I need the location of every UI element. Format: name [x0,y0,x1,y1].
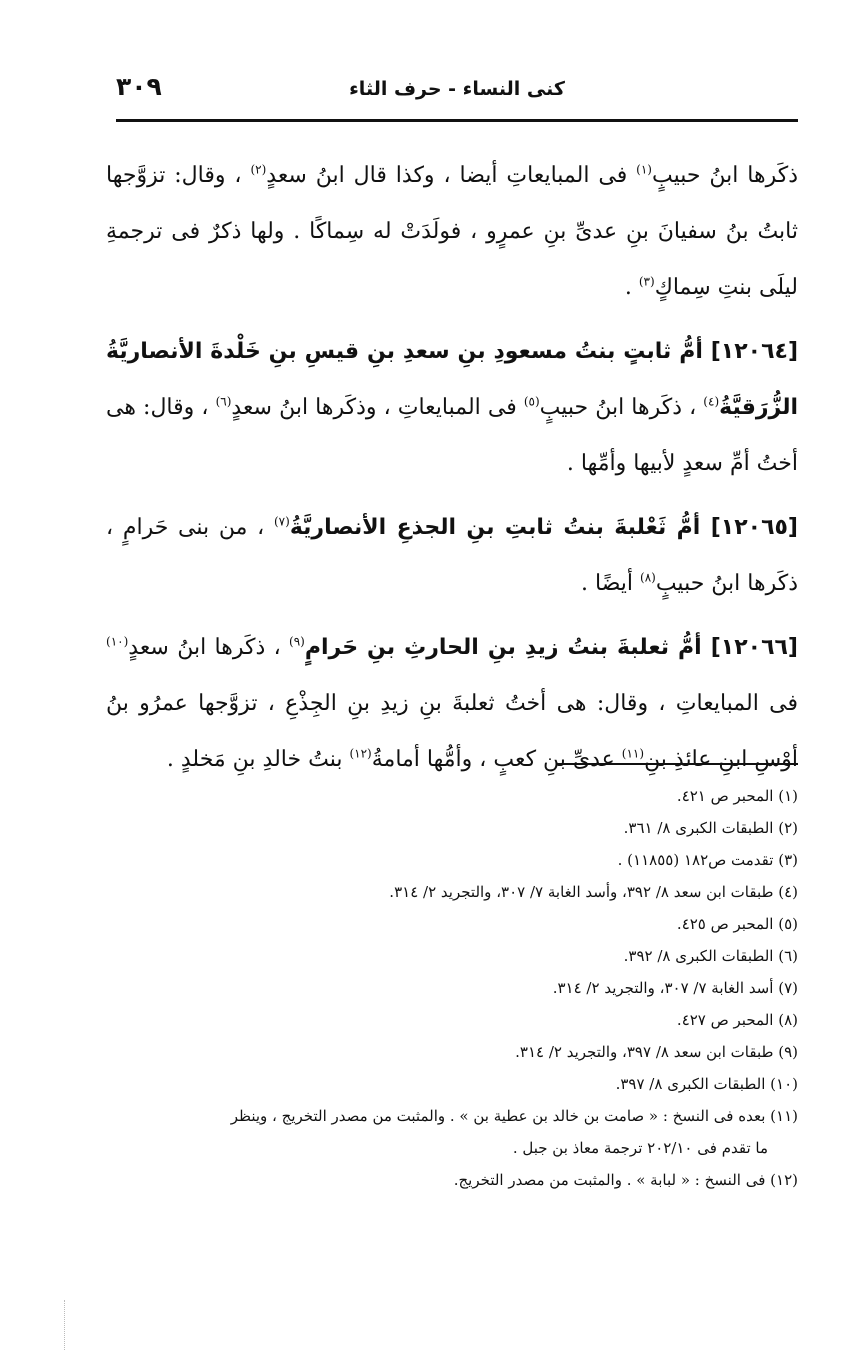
footnote-text: المحبر ص ٤٢١. [676,787,774,805]
entry-paragraph [106,500,798,612]
body-text: ذكَرها ابنُ حبيبٍ [651,163,798,188]
entry-title: أمُّ ثَعْلبةَ بنتُ ثابتِ بنِ الجذعِ الأنصاريَّةُ [289,515,711,540]
entry-number: [١٢٠٦٤] [710,339,798,364]
footnote-ref: (٩) [289,634,305,649]
entry-title: أمُّ ثابتٍ بنتُ مسعودِ بنِ سعدِ بنِ قيسِ بنِ خَلْدةَ الأنصاريَّةُ الزُّرَقيَّةُ [106,339,799,420]
footnote-ref: (٥) [523,394,540,409]
body-text: أيضًا . [581,571,640,596]
footnote-text: الطبقات الكبرى ٨/ ٣٦١. [623,819,774,837]
footnote-ref: (٧) [273,514,290,529]
footnote-number: (١) [778,787,798,805]
footnote-ref: (٢) [250,162,267,177]
footnote-text: بعده فى النسخ : « صامت بن خالد بن عطية بن » . والمثبت من مصدر التخريج ، وينظر [230,1107,766,1125]
entry-paragraph [106,324,798,492]
footnote [106,972,798,1004]
footnote-number: (٣) [778,851,798,869]
footnote [106,1068,798,1100]
footnote-number: (٧) [778,979,798,997]
footnote [106,1164,798,1196]
entry-title: أمُّ ثعلبةَ بنتُ زيدِ بنِ الحارثِ بنِ حَرامٍ [304,635,711,660]
footnote [106,1100,798,1164]
footnote-number: (١٠) [770,1075,798,1093]
running-title: كنى النساء - حرف الثاء [349,78,565,100]
body-text: ، وقال: تزوَّجها ثابتُ بنُ سفيانَ بنِ عدىِّ بنِ عمرٍو ، فولَدَتْ له سِماكًا . ولها ذكرٌ فى ترجمةِ ليلَى بنتِ سِماكٍ [106,163,798,300]
footnote-text: فى النسخ : « لبابة » . والمثبت من مصدر التخريج. [453,1171,766,1189]
footnote-number: (٨) [778,1011,798,1029]
page-header [116,72,798,112]
footnote-text: طبقات ابن سعد ٨/ ٣٩٢، وأسد الغابة ٧/ ٣٠٧، والتجريد ٢/ ٣١٤. [389,883,774,901]
entry-number: [١٢٠٦٦] [710,635,798,660]
footnote-text: المحبر ص ٤٢٧. [676,1011,774,1029]
body-text: فى المبايعاتِ ، وذكَرها ابنُ سعدٍ [231,395,524,420]
body-text: ، ذكَرها ابنُ سعدٍ [128,635,290,660]
footnote-number: (١١) [770,1107,798,1125]
footnote-number: (٤) [778,883,798,901]
body-text: ، ذكَرها ابنُ حبيبٍ [539,395,704,420]
footnote-ref: (٨) [640,570,656,585]
body-text: ، وقال: هى أختُ أمِّ سعدٍ لأبيها وأمِّها . [106,395,798,476]
footnote-number: (٥) [778,915,798,933]
entry-paragraph [106,148,798,316]
footnote-text: تقدمت ص١٨٢ (١١٨٥٥) . [617,851,774,869]
footnote-ref: (١) [636,162,652,177]
body-text: . [624,275,639,300]
footnote-ref: (١٠) [106,634,129,649]
footnote [106,876,798,908]
footnote-text: الطبقات الكبرى ٨/ ٣٩٧. [615,1075,766,1093]
footnote-text: أسد الغابة ٧/ ٣٠٧، والتجريد ٢/ ٣١٤. [552,979,774,997]
footnote-number: (٩) [778,1043,798,1061]
footnote-ref: (٦) [215,394,232,409]
footnote-number: (١٢) [770,1171,798,1189]
footnote [106,908,798,940]
footnote-text: طبقات ابن سعد ٨/ ٣٩٧، والتجريد ٢/ ٣١٤. [515,1043,774,1061]
footnote [106,940,798,972]
footnote-rule [556,763,798,765]
footnote-continuation: ما تقدم فى ٢٠٢/١٠ ترجمة معاذ بن جبل . [512,1139,768,1157]
main-text [106,148,798,796]
footnote-ref: (١٢) [349,746,372,761]
margin-mark [64,1300,66,1350]
footnote [106,1036,798,1068]
body-text: بنتُ خالدِ بنِ مَخلدٍ . [166,747,350,772]
footnote-ref: (٣) [638,274,655,289]
footnote-ref: (١١) [621,746,645,761]
body-text: عدىِّ بنِ كعبٍ ، وأمُّها أمامةُ [371,747,622,772]
footnote [106,780,798,812]
body-text: فى المبايعاتِ ، وقال: هى أختُ ثعلبةَ بنِ زيدِ بنِ الجِذْعِ ، تزوَّجها عمرُو بنُ أوْسِ ابنِ عائذِ بنِ [106,691,798,772]
footnote-text: الطبقات الكبرى ٨/ ٣٩٢. [623,947,774,965]
footnotes [106,780,798,1196]
body-text: ، من بنى حَرامٍ ، ذكَرها ابنُ حبيبٍ [106,515,798,596]
footnote-number: (٢) [778,819,798,837]
body-text: فى المبايعاتِ أيضا ، وكذا قال ابنُ سعدٍ [266,163,637,188]
header-rule [116,119,798,122]
footnote [106,812,798,844]
page-number: ٣٠٩ [116,72,162,101]
footnote-text: المحبر ص ٤٢٥. [676,915,774,933]
footnote [106,844,798,876]
entry-number: [١٢٠٦٥] [710,515,798,540]
footnote [106,1004,798,1036]
footnote-ref: (٤) [703,394,720,409]
footnote-number: (٦) [778,947,798,965]
